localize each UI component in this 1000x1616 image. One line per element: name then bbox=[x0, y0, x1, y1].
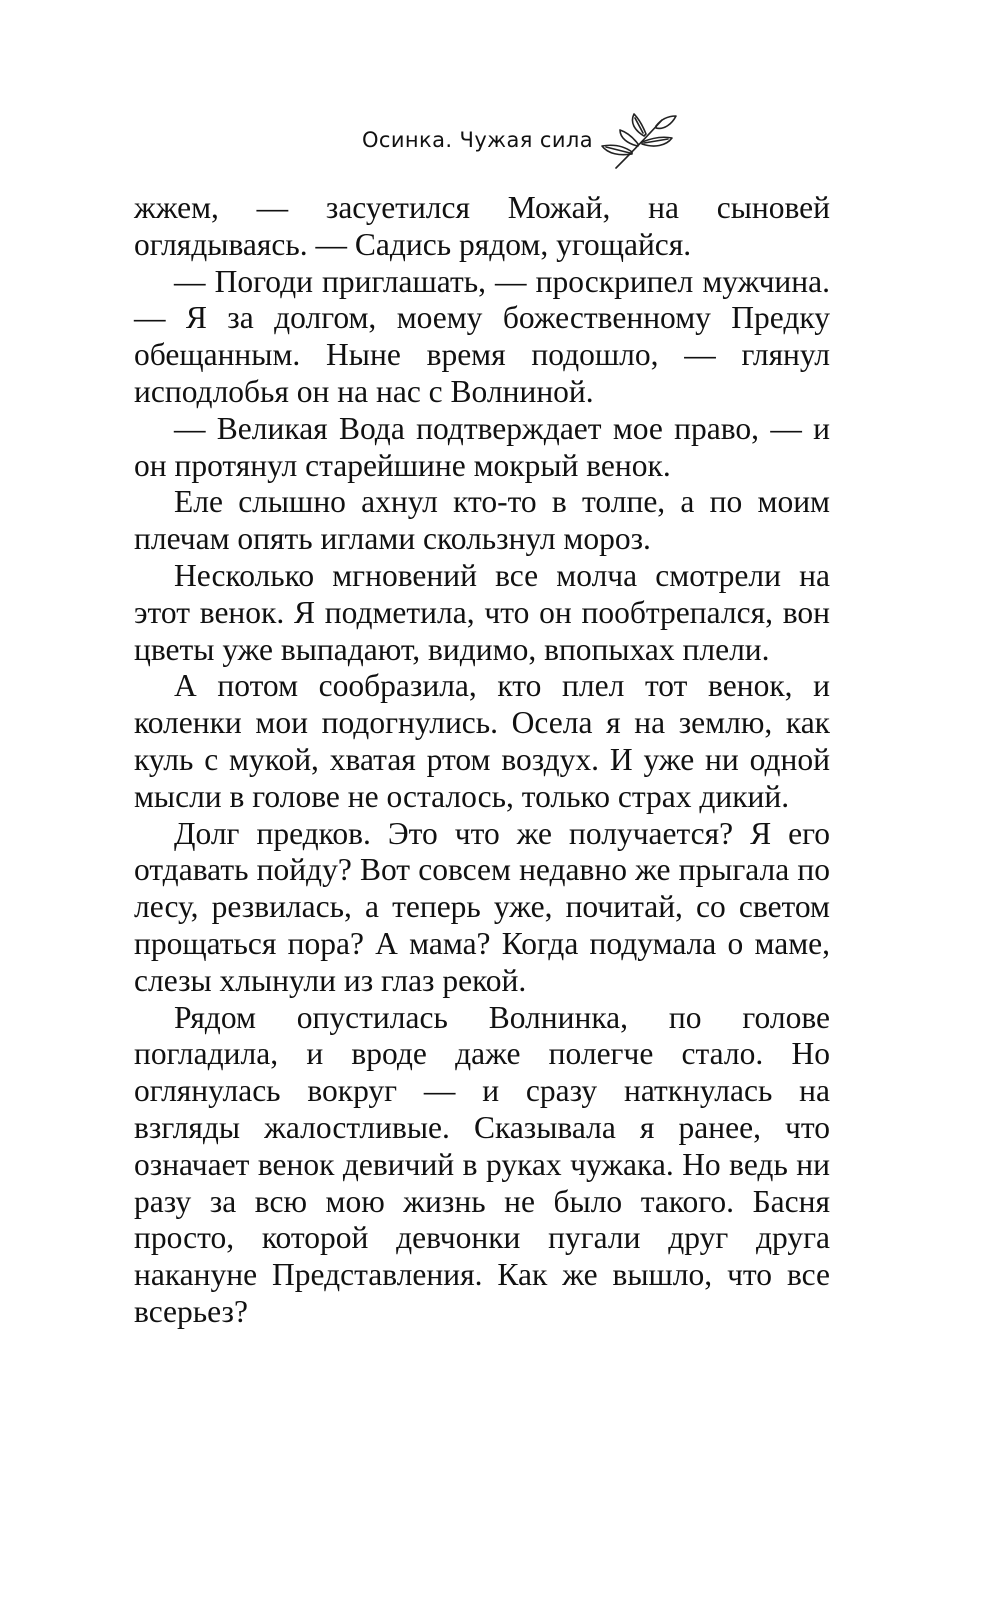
paragraph-5: Несколько мгновений все молча смотрели на этот венок. Я подметила, что он пообтрепался, вон цветы уже выпадают, видимо, впопыхах плели. bbox=[134, 557, 830, 667]
paragraph-2: — Погоди приглашать, — проскрипел мужчина. — Я за долгом, моему божественному Предку обещанным. Ныне время подошло, — глянул исподлобья он на нас с Волниной. bbox=[134, 263, 830, 409]
paragraph-1: жжем, — засуетился Можай, на сыновей оглядываясь. — Садись рядом, угощайся. bbox=[134, 190, 830, 262]
leaf-branch-icon bbox=[596, 112, 678, 172]
running-head-title: Осинка. Чужая сила bbox=[362, 128, 593, 152]
paragraph-4: Еле слышно ахнул кто-то в толпе, а по моим плечам опять иглами скользнул мороз. bbox=[134, 484, 830, 557]
paragraph-3: — Великая Вода подтверждает мое право, — и он протянул старейшине мокрый венок. bbox=[134, 410, 830, 483]
paragraph-8: Рядом опустилась Волнинка, по голове погладила, и вроде даже полегче стало. Но оглянулась вокруг — и сразу наткнулась на взгляды жалостливые. Сказывала я ранее, что означает венок девичий в руках чужака. Но ведь ни разу за всю мою жизнь не было такого. Басня просто, которой девчонки пугали друг друга накануне Представления. Как же вышло, что все всерьез? bbox=[134, 999, 830, 1329]
paragraph-6: А потом сообразила, кто плел тот венок, и коленки мои подогнулись. Осела я на землю, как куль с мукой, хватая ртом воздух. И уже ни одной мысли в голове не осталось, только страх дикий. bbox=[134, 668, 830, 814]
paragraph-7: Долг предков. Это что же получается? Я его отдавать пойду? Вот совсем недавно же прыгала по лесу, резвилась, а теперь уже, почитай, со светом прощаться пора? А мама? Когда подумала о маме, слезы хлынули из глаз рекой. bbox=[134, 815, 830, 998]
body-text bbox=[134, 190, 830, 1331]
